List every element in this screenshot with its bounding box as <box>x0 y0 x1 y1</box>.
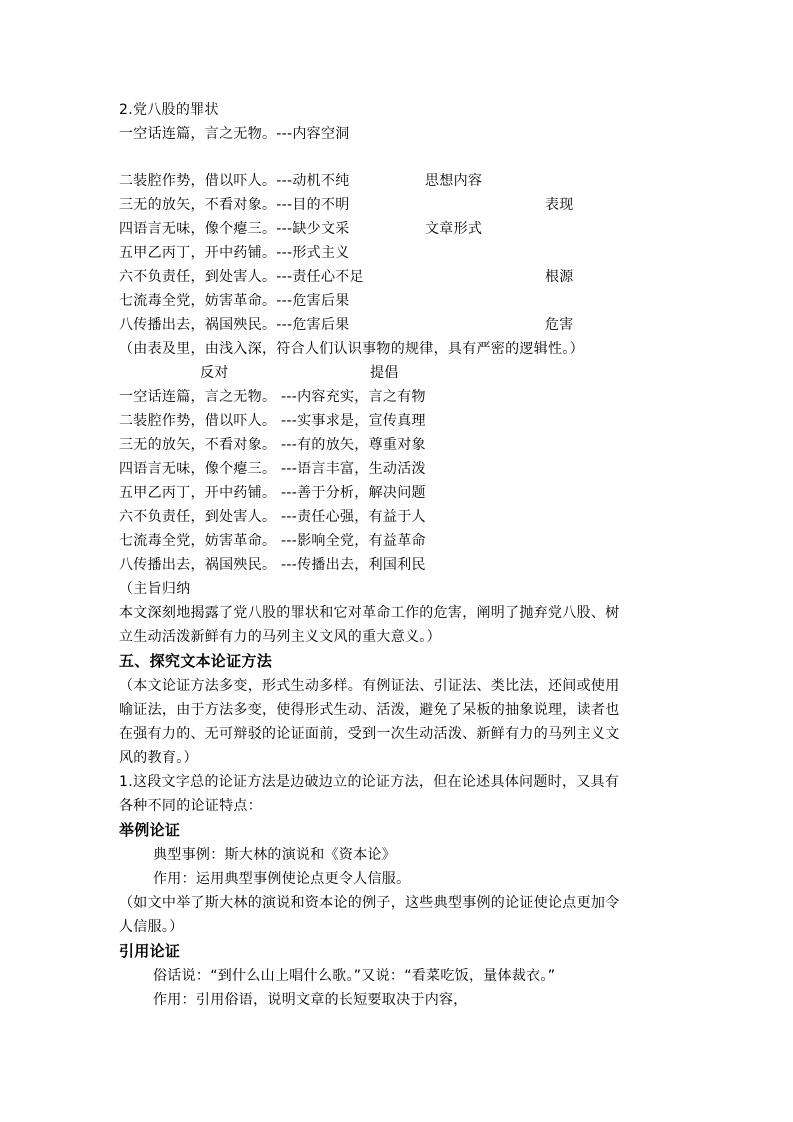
example-note-line-2: 人信服。） <box>119 919 184 935</box>
crime-line-3: 三无的放矢，不看对象。---目的不明 <box>119 197 350 213</box>
example-note-line-1: （如文中举了斯大林的演说和资本论的例子，这些典型事例的论证使论点更加令 <box>119 895 620 911</box>
example-argument-heading: 举例论证 <box>119 821 181 839</box>
compare-row: 四语言无味，像个瘪三。 ---语言丰富，生动活泼 <box>119 461 426 477</box>
section-title-methods: 五、探究文本论证方法 <box>119 652 273 670</box>
quote-proverbs: 俗话说：“到什么山上唱什么歌。”又说：“看菜吃饭，量体裁衣。” <box>153 968 556 984</box>
methods-para-line-2: 喻证法，由于方法多变，使得形式生动、活泼，避免了呆板的抽象说理，读者也 <box>119 702 620 718</box>
crime-line-4: 四语言无味，像个瘪三。---缺少文采 <box>119 221 350 237</box>
category-label-expression: 表现 <box>545 197 574 213</box>
crime-line-7: 七流毒全党，妨害革命。---危害后果 <box>119 293 350 309</box>
summary-line-1: 本文深刻地揭露了党八股的罪状和它对革命工作的危害，阐明了抛弃党八股、树 <box>119 605 620 621</box>
question-1-line-2: 各种不同的论证特点： <box>119 798 262 814</box>
compare-row: 三无的放矢，不看对象。 ---有的放矢，尊重对象 <box>119 437 426 453</box>
crimes-note: （由表及里，由浅入深，符合人们认识事物的规律，具有严密的逻辑性。） <box>119 341 584 357</box>
example-effect: 作用：运用典型事例使论点更令人信服。 <box>153 871 411 887</box>
compare-header-advocate: 提倡 <box>370 365 399 381</box>
compare-header-oppose: 反对 <box>200 365 229 381</box>
crime-line-1: 一空话连篇，言之无物。---内容空洞 <box>119 126 350 142</box>
category-label-form: 文章形式 <box>425 221 483 237</box>
crime-line-5: 五甲乙丙丁，开中药铺。---形式主义 <box>119 245 350 261</box>
summary-line-2: 立生动活泼新鲜有力的马列主义文风的重大意义。） <box>119 629 441 645</box>
category-label-harm: 危害 <box>545 317 574 333</box>
methods-para-line-3: 在强有力的、无可辩驳的论证面前，受到一次生动活泼、新鲜有力的马列主义文 <box>119 726 620 742</box>
compare-row: 六不负责任，到处害人。 ---责任心强，有益于人 <box>119 509 426 525</box>
category-label-thought: 思想内容 <box>425 173 483 189</box>
quote-argument-heading: 引用论证 <box>119 942 181 960</box>
methods-para-line-1: （本文论证方法多变，形式生动多样。有例证法、引证法、类比法，还间或使用 <box>119 678 620 694</box>
methods-para-line-4: 风的教育。） <box>119 750 198 766</box>
compare-row: 二装腔作势，借以吓人。 ---实事求是，宣传真理 <box>119 413 426 429</box>
example-typical: 典型事例：斯大林的演说和《资本论》 <box>153 847 397 863</box>
quote-effect: 作用：引用俗语，说明文章的长短要取决于内容， <box>153 992 468 1008</box>
summary-label: （主旨归纳 <box>119 581 191 597</box>
question-1-line-1: 1.这段文字总的论证方法是边破边立的论证方法，但在论述具体问题时，又具有 <box>119 774 620 790</box>
compare-row: 五甲乙丙丁，开中药铺。 ---善于分析，解决问题 <box>119 485 426 501</box>
crime-line-2: 二装腔作势，借以吓人。---动机不纯 <box>119 173 350 189</box>
compare-row: 七流毒全党，妨害革命。 ---影响全党，有益革命 <box>119 533 426 549</box>
crime-line-8: 八传播出去，祸国殃民。---危害后果 <box>119 317 350 333</box>
category-label-root: 根源 <box>545 269 574 285</box>
compare-row: 八传播出去，祸国殃民。 ---传播出去，利国利民 <box>119 557 426 573</box>
crime-line-6: 六不负责任，到处害人。---责任心不足 <box>119 269 364 285</box>
compare-row: 一空话连篇，言之无物。 ---内容充实，言之有物 <box>119 389 426 405</box>
section-title-crimes: 2.党八股的罪状 <box>119 102 219 118</box>
